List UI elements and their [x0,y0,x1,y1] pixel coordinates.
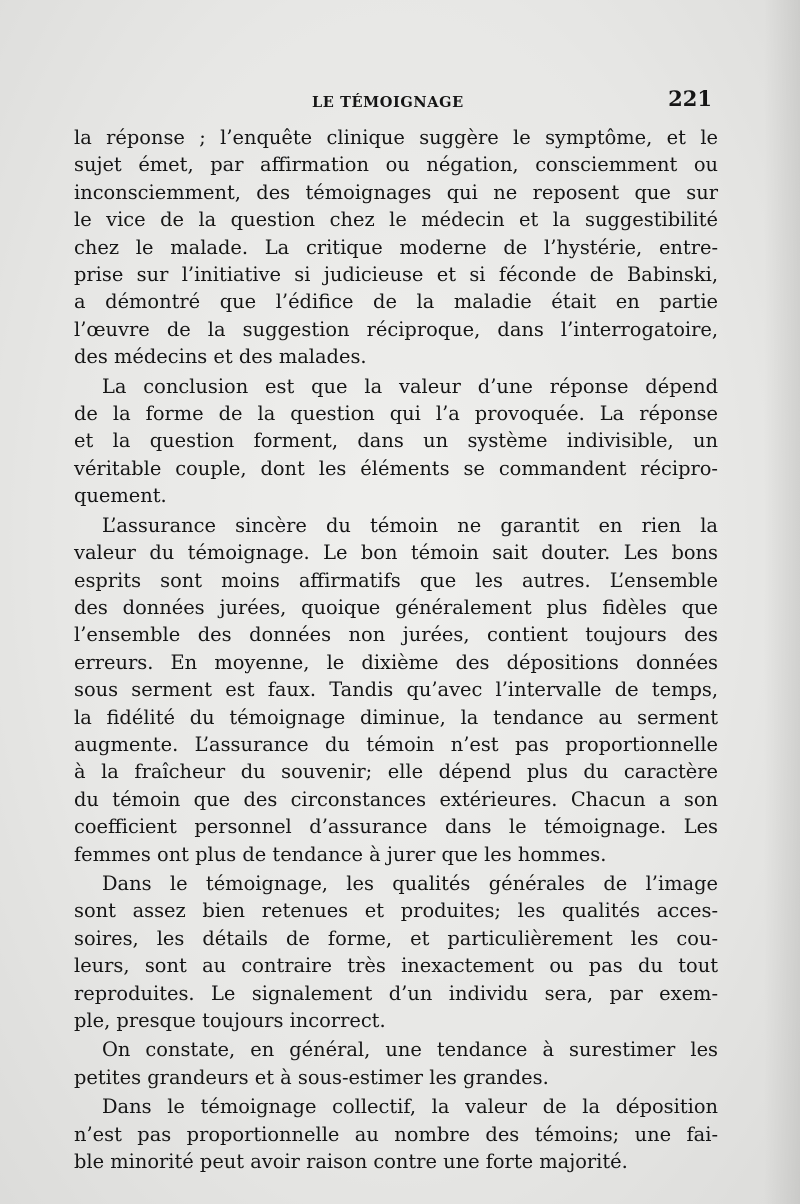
running-head [74,86,716,120]
text-line: quement. [74,484,167,508]
text-line: le vice de la question chez le médecin et la suggestibilité [74,208,718,232]
text-line: à la fraîcheur du souvenir; elle dépend plus du caractère [74,760,718,784]
text-line: véritable couple, dont les éléments se commandent récipro- [74,456,718,480]
text-line: l’œuvre de la suggestion réciproque, dans l’interrogatoire, [74,317,718,341]
text-line: ple, presque toujours incorrect. [74,1009,386,1032]
page-edge-shadow [764,0,800,1204]
text-line: On constate, en général, une tendance à surestimer les [102,1038,718,1062]
text-line: chez le malade. La critique moderne de l’hystérie, entre- [74,235,718,259]
page-number: 221 [668,86,712,111]
text-line: a démontré que l’édifice de la maladie était en partie [74,290,718,314]
paragraph [74,1093,718,1175]
text-line: L’assurance sincère du témoin ne garantit en rien la [102,513,718,537]
text-line: esprits sont moins affirmatifs que les autres. L’ensemble [74,568,718,592]
text-line: du témoin que des circonstances extérieures. Chacun a son [74,787,718,811]
text-line: reproduites. Le signalement d’un individu sera, par exem- [74,981,718,1005]
text-line: n’est pas proportionnelle au nombre des témoins; une fai- [74,1122,718,1146]
text-line: petites grandeurs et à sous-estimer les grandes. [74,1065,549,1089]
text-line: sous serment est faux. Tandis qu’avec l’intervalle de temps, [74,678,718,702]
text-line: erreurs. En moyenne, le dixième des dépositions données [74,650,718,674]
text-line: leurs, sont au contraire très inexactement ou pas du tout [74,954,718,978]
text-line: ble minorité peut avoir raison contre une forte majorité. [74,1150,628,1174]
text-line: la réponse ; l’enquête clinique suggère le symptôme, et le [74,126,718,149]
paragraph [74,124,718,371]
paragraph [74,512,718,868]
body-text [74,124,718,1175]
text-line: valeur du témoignage. Le bon témoin sait douter. Les bons [74,541,718,565]
text-line: sujet émet, par affirmation ou négation, consciemment ou [74,153,718,177]
text-line: l’ensemble des données non jurées, contient toujours des [74,623,718,647]
text-line: des médecins et des malades. [74,345,367,369]
text-line: Dans le témoignage collectif, la valeur de la déposition [102,1095,718,1119]
text-line: Dans le témoignage, les qualités générales de l’image [102,871,718,895]
paragraph [74,1036,718,1091]
paragraph [74,373,718,510]
text-line: soires, les détails de forme, et particulièrement les cou- [74,926,718,950]
text-line: de la forme de la question qui l’a provoquée. La réponse [74,402,718,426]
text-line: augmente. L’assurance du témoin n’est pas proportionnelle [74,732,718,756]
text-line: des données jurées, quoique généralement plus fidèles que [74,595,718,619]
text-line: inconsciemment, des témoignages qui ne reposent que sur [74,180,718,204]
text-line: coefficient personnel d’assurance dans le témoignage. Les [74,815,718,839]
text-line: sont assez bien retenues et produites; les qualités acces- [74,899,718,923]
paragraph [74,870,718,1034]
text-line: femmes ont plus de tendance à jurer que les hommes. [74,842,607,866]
text-line: prise sur l’initiative si judicieuse et si féconde de Babinski, [74,263,718,287]
text-line: et la question forment, dans un système indivisible, un [74,429,718,453]
text-line: la fidélité du témoignage diminue, la tendance au serment [74,705,718,729]
running-title: LE TÉMOIGNAGE [312,94,464,111]
text-line: La conclusion est que la valeur d’une réponse dépend [102,374,718,398]
